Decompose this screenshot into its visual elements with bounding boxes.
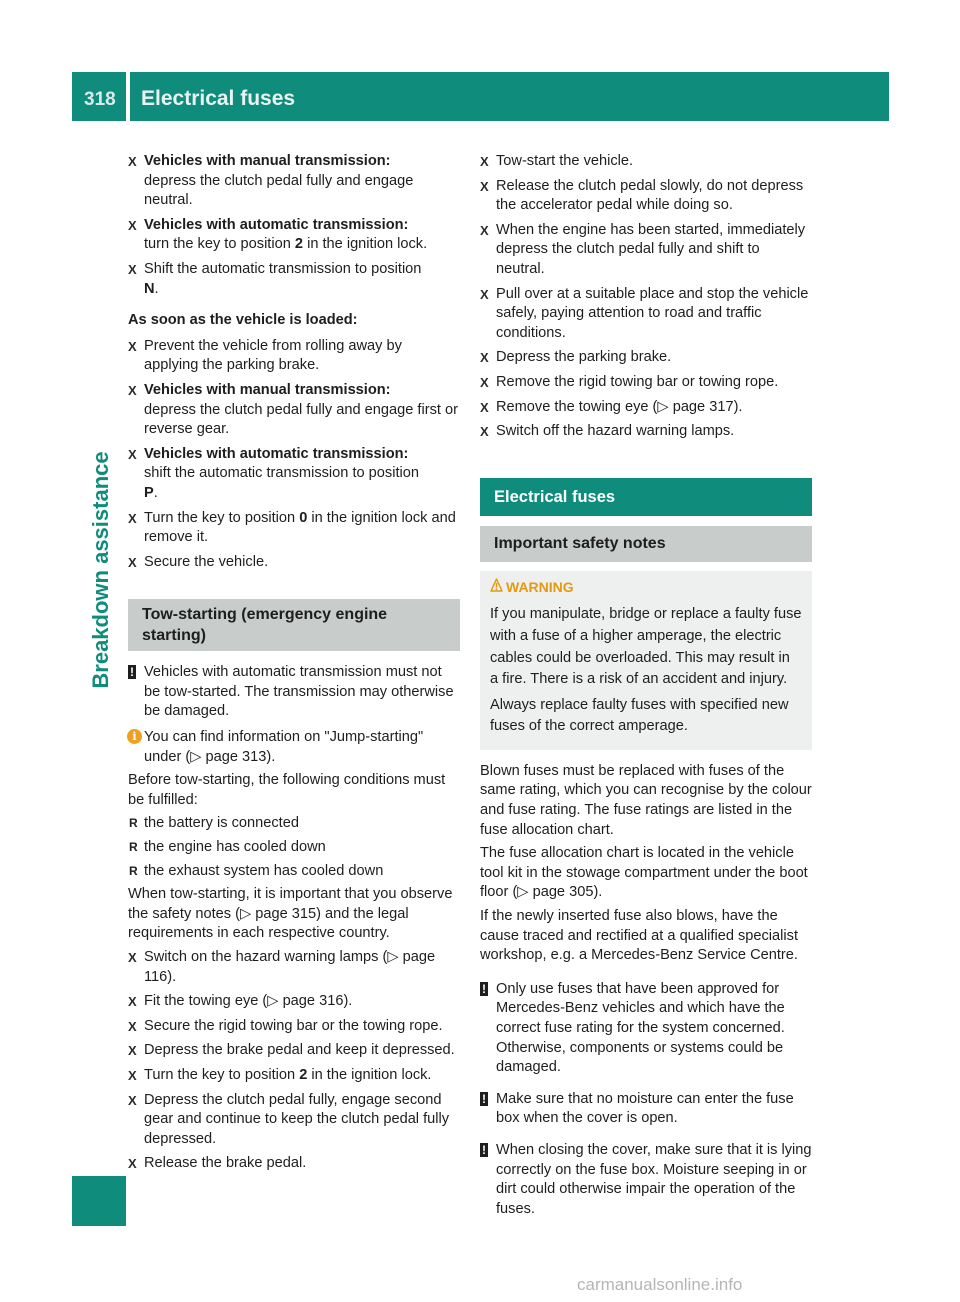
- step-key-2: X Turn the key to position 2 in the ignition lock.: [128, 1066, 460, 1086]
- conditions-intro: Before tow-starting, the following conditions must be fulfilled:: [128, 772, 446, 808]
- step-marker-icon: X: [480, 350, 489, 366]
- step-marker-icon: X: [480, 374, 489, 390]
- step-marker-icon: X: [480, 399, 489, 415]
- note-warning: ! Vehicles with automatic transmission must not be tow-started. The transmission may otherwise be damaged.: [130, 664, 454, 720]
- list-item: R the engine has cooled down: [128, 838, 460, 858]
- warning-icon: !: [130, 665, 134, 680]
- section-heading-tow-starting: Tow-starting (emergency engine starting): [128, 599, 460, 651]
- step-marker-icon: X: [128, 338, 137, 354]
- page-title: Electrical fuses: [141, 87, 296, 110]
- step-auto-key: X Vehicles with automatic transmission: turn the key to position 2 in the ignition lock.: [128, 216, 428, 253]
- step-marker-icon: X: [128, 382, 137, 398]
- list-item: R the battery is connected: [128, 814, 460, 834]
- step-marker-icon: X: [480, 222, 489, 238]
- step-hazard-off: X Switch off the hazard warning lamps.: [480, 422, 812, 442]
- step-marker-icon: X: [128, 510, 137, 526]
- right-column: [480, 152, 812, 1223]
- step-manual-gear: X Vehicles with manual transmission: depress the clutch pedal fully and engage first or reverse gear.: [128, 381, 458, 438]
- fuse-rating-paragraph: Blown fuses must be replaced with fuses of the same rating, which you can recognise by the colour and fuse rating. The fuse ratings are listed in the fuse allocation chart.: [480, 762, 812, 838]
- step-marker-icon: X: [128, 994, 137, 1010]
- step-marker-icon: X: [128, 1156, 137, 1172]
- step-pull-over: X Pull over at a suitable place and stop the vehicle safely, paying attention to road and traffic conditions.: [480, 285, 809, 341]
- warning-title: WARNING: [490, 577, 802, 599]
- subsection-heading-safety-notes: Important safety notes: [480, 526, 812, 562]
- side-chapter-label: Breakdown assistance: [88, 451, 113, 689]
- step-key-0: X Turn the key to position 0 in the ignition lock and remove it.: [128, 509, 456, 546]
- info-icon: i: [127, 729, 142, 744]
- step-depress-brake: X Depress the brake pedal and keep it depressed.: [128, 1041, 460, 1061]
- warning-icon: !: [482, 981, 486, 996]
- bullet-icon: R: [129, 840, 138, 855]
- list-item: R the exhaust system has cooled down: [128, 862, 460, 882]
- header-divider: [126, 72, 130, 121]
- bullet-icon: R: [129, 863, 138, 878]
- step-secure-towbar: X Secure the rigid towing bar or the towing rope.: [128, 1017, 460, 1037]
- step-marker-icon: X: [128, 446, 137, 462]
- step-marker-icon: X: [128, 554, 137, 570]
- step-parking-brake: X Depress the parking brake.: [480, 348, 812, 368]
- step-marker-icon: X: [480, 154, 489, 169]
- step-marker-icon: X: [480, 286, 489, 302]
- step-fit-towing-eye: X Fit the towing eye (▷ page 316).: [128, 992, 460, 1012]
- step-remove-towing-eye: X Remove the towing eye (▷ page 317).: [480, 398, 812, 418]
- safety-paragraph: When tow-starting, it is important that you observe the safety notes (▷ page 315) and the legal requirements in each respective country.: [128, 886, 453, 942]
- note-info: i You can find information on "Jump-starting" under (▷ page 313).: [128, 728, 460, 767]
- warning-text: If you manipulate, bridge or replace a faulty fuse with a fuse of a higher amperage, the electric cables could be overloaded. This may result in a fire. There is a risk of an accident and injury.: [490, 606, 802, 688]
- step-manual-neutral: X Vehicles with manual transmission: depress the clutch pedal fully and engage neutral.: [128, 153, 414, 209]
- step-hazard-on: X Switch on the hazard warning lamps (▷ page 116).: [128, 949, 436, 985]
- note-warning: ! Make sure that no moisture can enter the fuse box when the cover is open.: [482, 1090, 794, 1127]
- step-marker-icon: X: [128, 217, 137, 233]
- step-marker-icon: X: [128, 154, 137, 169]
- warning-icon: !: [482, 1091, 486, 1106]
- step-depress-clutch: X Depress the clutch pedal fully, engage second gear and continue to keep the clutch pedal fully depressed.: [128, 1091, 450, 1147]
- step-marker-icon: X: [480, 424, 489, 440]
- step-marker-icon: X: [128, 950, 137, 965]
- fuse-chart-paragraph: The fuse allocation chart is located in the vehicle tool kit in the stowage compartment under the boot floor (▷ page 305).: [480, 845, 808, 901]
- step-marker-icon: X: [480, 178, 489, 194]
- step-secure-vehicle: X Secure the vehicle.: [128, 553, 460, 573]
- watermark: carmanualsonline.info: [577, 1275, 743, 1294]
- warning-box: [480, 571, 812, 750]
- warning-triangle-icon: [490, 578, 503, 592]
- side-tab-block: [72, 1176, 126, 1226]
- step-release-clutch: X Release the clutch pedal slowly, do not depress the accelerator pedal while doing so.: [480, 177, 804, 214]
- warning-advice: Always replace faulty fuses with specified new fuses of the correct amperage.: [490, 696, 789, 735]
- step-marker-icon: X: [128, 261, 137, 277]
- step-marker-icon: X: [128, 1018, 137, 1034]
- loaded-heading: As soon as the vehicle is loaded:: [128, 312, 358, 329]
- note-warning: ! Only use fuses that have been approved for Mercedes-Benz vehicles and which have the correct fuse rating for the system concerned. Otherwise, components or systems could be damaged.: [482, 980, 785, 1076]
- section-heading-electrical-fuses: Electrical fuses: [480, 478, 812, 516]
- step-shift-n: X Shift the automatic transmission to position N.: [128, 260, 422, 297]
- step-remove-towbar: X Remove the rigid towing bar or towing rope.: [480, 373, 812, 393]
- step-auto-p: X Vehicles with automatic transmission: shift the automatic transmission to position P.: [128, 445, 419, 501]
- step-marker-icon: X: [128, 1043, 137, 1059]
- page-header: [72, 72, 889, 121]
- step-prevent-rolling: X Prevent the vehicle from rolling away by applying the parking brake.: [128, 337, 402, 374]
- step-marker-icon: X: [128, 1067, 137, 1083]
- page-number: 318: [84, 89, 116, 110]
- bullet-icon: R: [129, 816, 138, 831]
- fuse-blows-paragraph: If the newly inserted fuse also blows, have the cause traced and rectified at a qualified specialist workshop, e.g. a Mercedes-Benz Service Centre.: [480, 908, 799, 964]
- step-release-brake: X Release the brake pedal.: [128, 1154, 460, 1174]
- step-tow-start: X Tow-start the vehicle.: [480, 152, 812, 172]
- note-warning: ! When closing the cover, make sure that it is lying correctly on the fuse box. Moisture seeping in or dirt could otherwise impair the operation of the fuses.: [482, 1141, 812, 1217]
- left-column: [128, 152, 460, 1179]
- step-marker-icon: X: [128, 1092, 137, 1108]
- step-engine-started: X When the engine has been started, immediately depress the clutch pedal fully and shift to neutral.: [480, 221, 806, 277]
- warning-icon: !: [482, 1142, 486, 1157]
